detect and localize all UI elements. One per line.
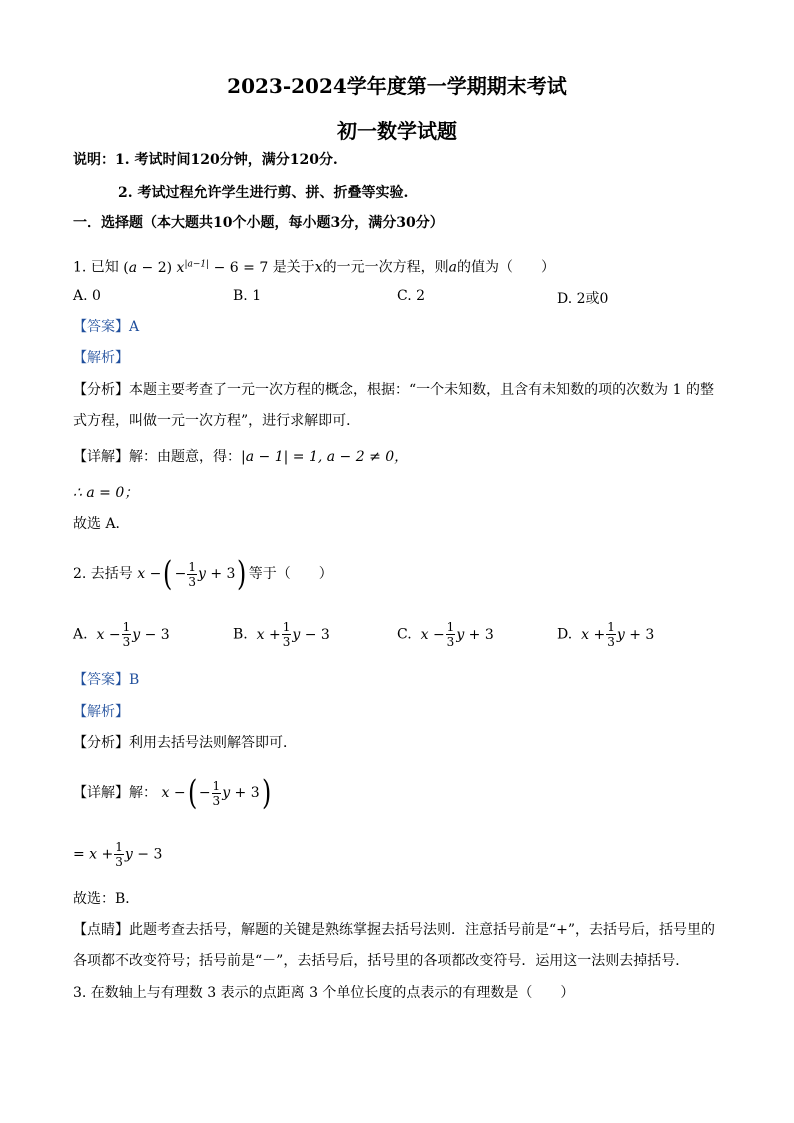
q1-fenxi-line1: 【分析】本题主要考查了一元一次方程的概念，根据：“一个未知数，且含有未知数的项的次数为 1 的整 bbox=[73, 382, 714, 398]
q2-choose: 故选：B． bbox=[73, 891, 140, 907]
q1-var-a: a bbox=[448, 259, 457, 276]
question-3: 3. 在数轴上与有理数 3 表示的点距离 3 个单位长度的点表示的有理数是（ ） bbox=[73, 985, 575, 1001]
q2-result: = x + $\frac{1}{3}$ y − 3 bbox=[73, 840, 163, 869]
q2-option-b: B. x + $\frac{1}{3}$ y − 3 bbox=[233, 620, 330, 649]
exam-title: 2023-2024学年度第一学期期末考试 bbox=[227, 74, 567, 98]
q2-expression: x −( − $\frac{1}{3}$ y + 3) bbox=[137, 554, 247, 594]
q1-mid2: 的一元一次方程，则 bbox=[322, 259, 449, 276]
q2-option-a-label: A. bbox=[73, 626, 88, 643]
q1-answer: 【答案】A bbox=[73, 319, 140, 335]
q1-option-c: C. 2 bbox=[397, 288, 426, 304]
q2-option-d-label: D. bbox=[557, 626, 573, 643]
q1-analysis-label: 【解析】 bbox=[73, 350, 129, 366]
q1-detail-prefix: 【详解】解：由题意，得： bbox=[73, 449, 241, 465]
q2-analysis-label: 【解析】 bbox=[73, 704, 129, 720]
q1-option-b: B. 1 bbox=[233, 288, 262, 304]
q1-option-d: D. 2或0 bbox=[557, 291, 609, 307]
q2-dianjing-line2: 各项都不改变符号；括号前是“－”，去括号后，括号里的各项都改变符号．运用这一法则去掉括号． bbox=[73, 953, 690, 969]
q2-prefix: 2. 去括号 bbox=[73, 566, 133, 582]
q2-option-a: A. x − $\frac{1}{3}$ y − 3 bbox=[73, 620, 170, 649]
question-1 bbox=[73, 255, 555, 277]
exam-subtitle: 初一数学试题 bbox=[337, 119, 457, 143]
q2-option-d: D. x + $\frac{1}{3}$ y + 3 bbox=[557, 620, 655, 649]
q1-var-x: x bbox=[314, 259, 323, 276]
q2-detail-prefix: 【详解】解： bbox=[73, 785, 157, 801]
q2-dianjing-line1: 【点睛】此题考查去括号，解题的关键是熟练掌握去括号法则．注意括号前是“+”，去括号后，括号里的 bbox=[73, 922, 716, 938]
q1-equation: (a − 2) $x^{|a-1|} - 6 = 7$ bbox=[123, 259, 269, 276]
q1-mid: 是关于 bbox=[272, 259, 315, 276]
q2-detail-math: x −( − $\frac{1}{3}$ y + 3) bbox=[161, 773, 271, 813]
q1-suffix: 的值为（ ） bbox=[456, 259, 555, 276]
q2-option-b-label: B. bbox=[233, 626, 248, 643]
note-1: 说明：1. 考试时间120分钟，满分120分. bbox=[73, 152, 338, 168]
q1-detail bbox=[73, 448, 408, 466]
q2-option-c-label: C. bbox=[397, 626, 412, 643]
q2-option-c: C. x − $\frac{1}{3}$ y + 3 bbox=[397, 620, 494, 649]
q1-detail-math: |a − 1| = 1, a − 2 ≠ 0， bbox=[241, 449, 409, 465]
q1-fenxi-line2: 式方程，叫做一元一次方程”，进行求解即可． bbox=[73, 413, 361, 429]
q2-answer: 【答案】B bbox=[73, 672, 140, 688]
question-2 bbox=[73, 554, 333, 594]
q1-choose: 故选 A． bbox=[73, 516, 130, 532]
q2-fenxi: 【分析】利用去括号法则解答即可． bbox=[73, 735, 297, 751]
q2-detail bbox=[73, 773, 273, 813]
q1-prefix: 1. 已知 bbox=[73, 259, 119, 276]
note-2: 2. 考试过程允许学生进行剪、拼、折叠等实验. bbox=[118, 185, 409, 201]
q1-option-a: A. 0 bbox=[73, 288, 101, 304]
q2-suffix: 等于（ ） bbox=[248, 566, 333, 582]
q1-therefore: ∴ a = 0； bbox=[73, 485, 139, 501]
section-heading: 一．选择题（本大题共10个小题，每小题3分，满分30分） bbox=[73, 215, 444, 231]
